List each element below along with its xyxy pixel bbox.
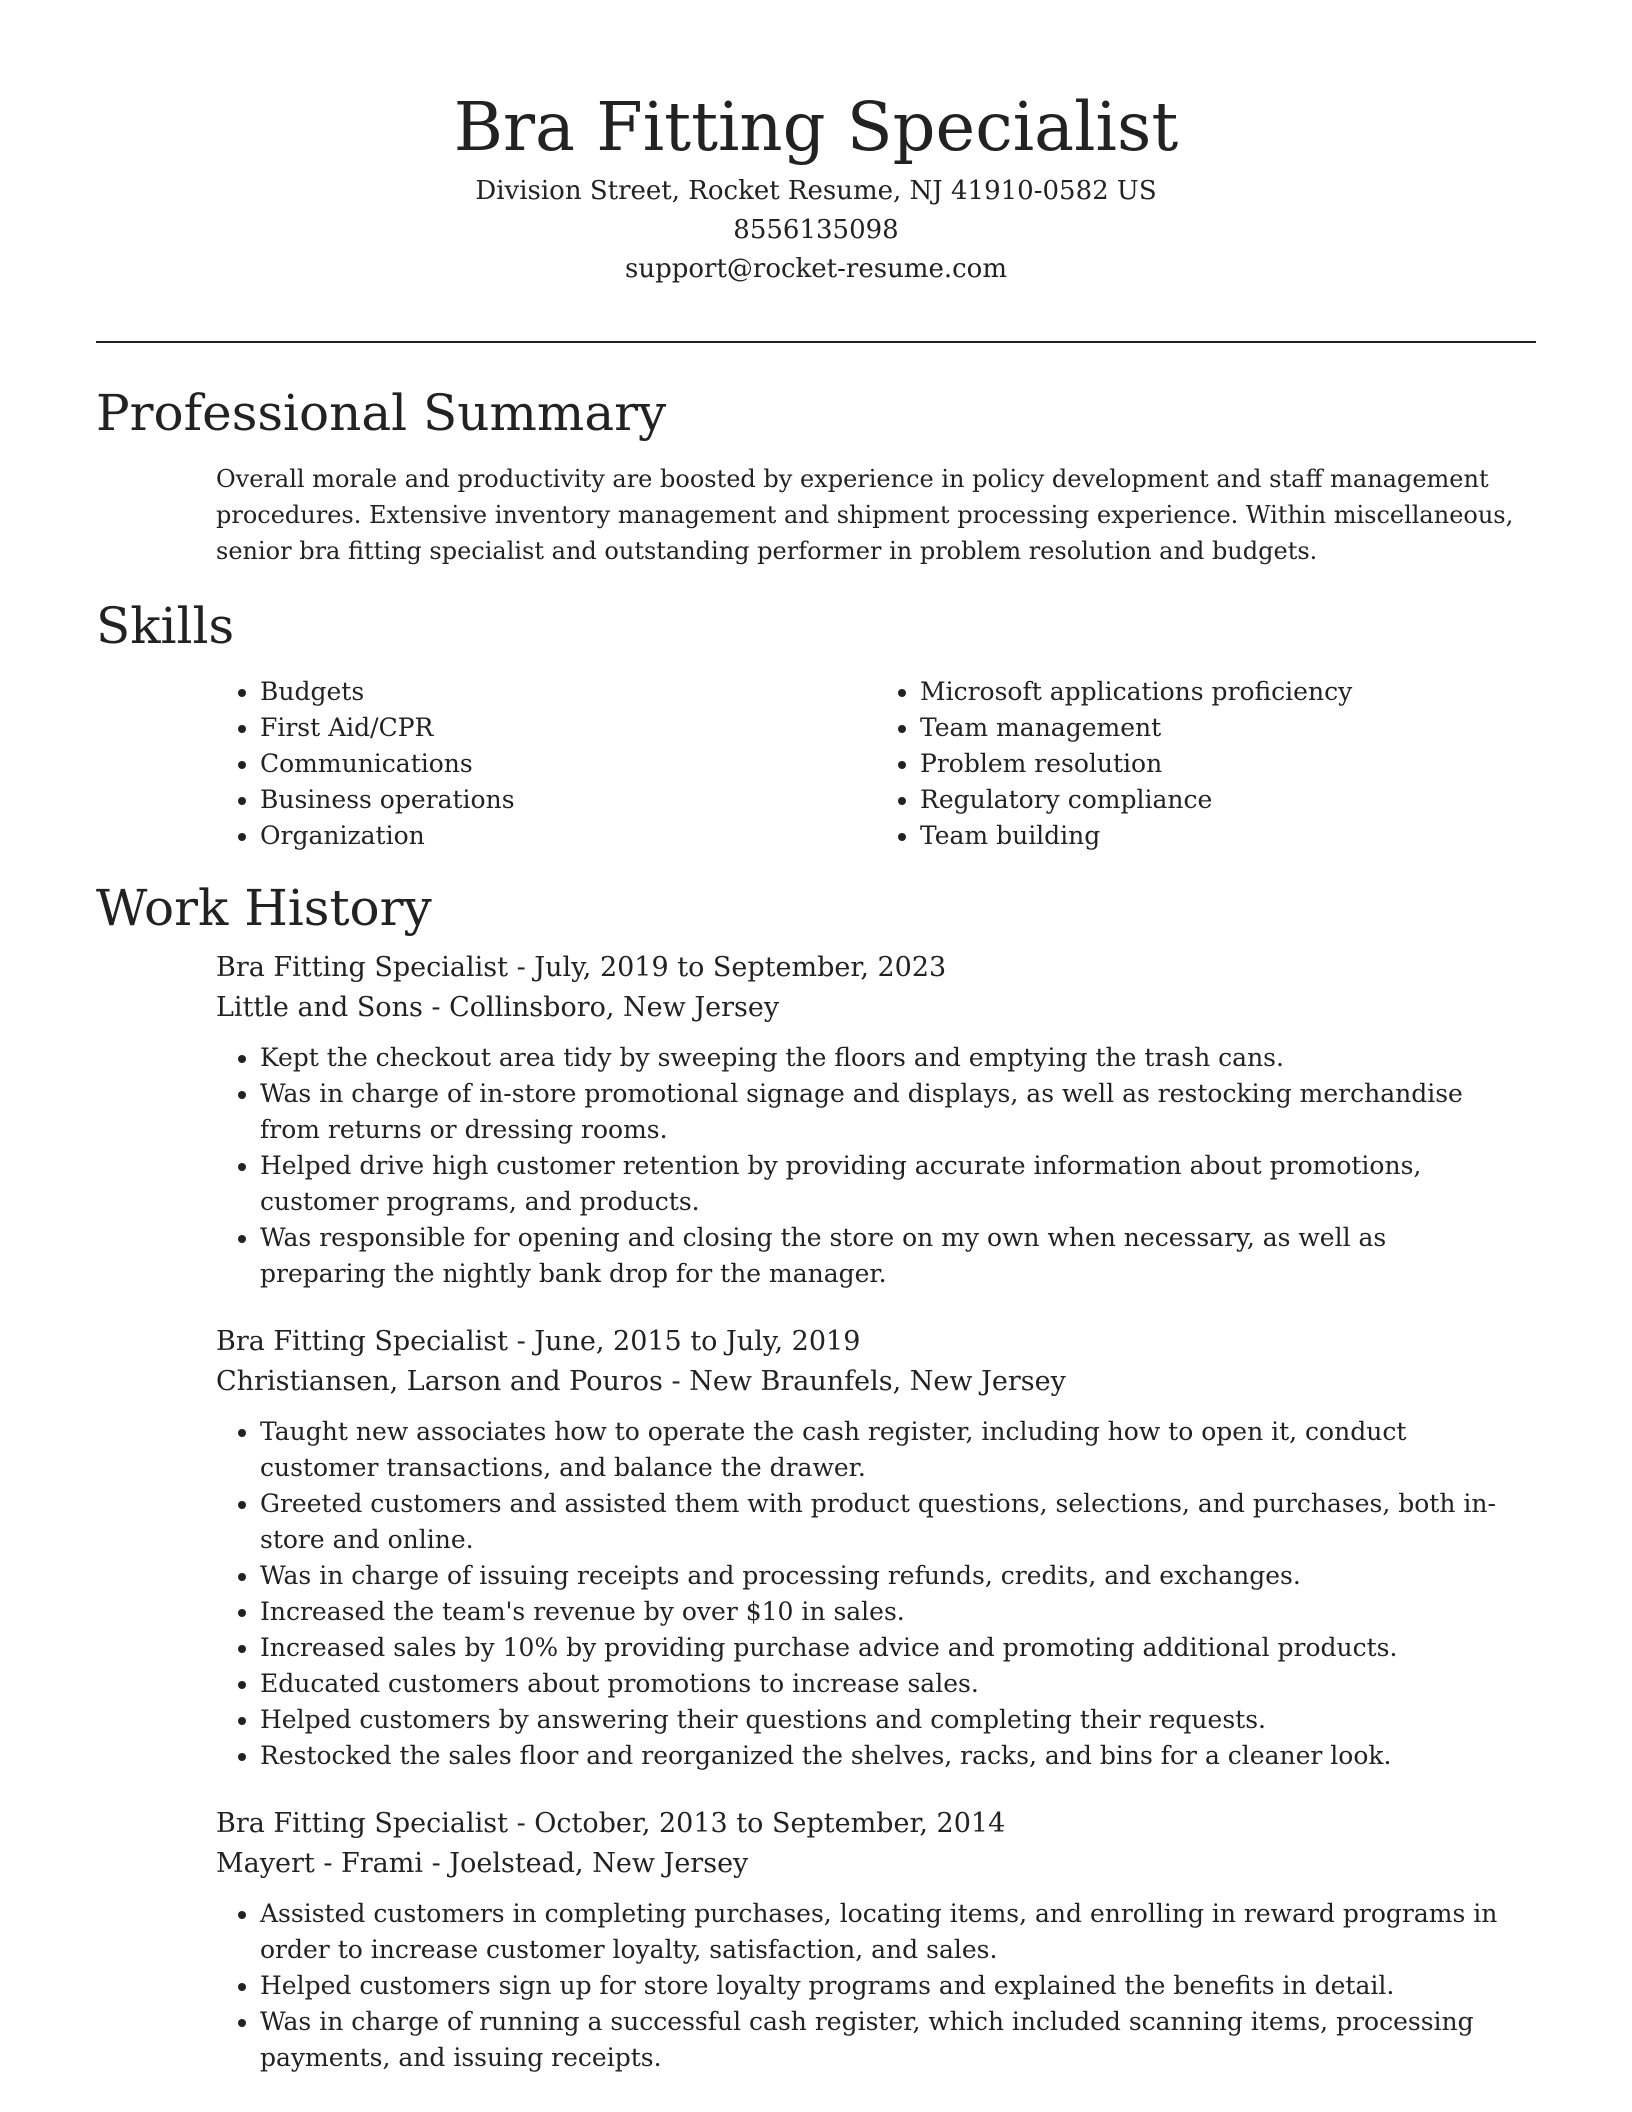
contact-phone: 8556135098 [733,215,899,245]
job-bullet-list [216,1414,1516,1774]
skill-item: • Problem resolution [920,746,1536,782]
job-bullet: • Was in charge of in-store promotional signage and displays, as well as restocking merchandise from returns or dressing rooms. [260,1076,1516,1148]
skill-item: • Team building [920,818,1536,854]
job-company: Christiansen, Larson and Pouros [216,1366,663,1397]
job-bullet: • Was in charge of issuing receipts and processing refunds, credits, and exchanges. [260,1558,1516,1594]
job-dates: - June, 2015 to July, 2019 [507,1326,861,1357]
summary-heading: Professional Summary [96,384,667,442]
job-company-line [216,988,1536,1028]
skills-section [96,594,1536,854]
job-bullet: • Increased the team's revenue by over $10 in sales. [260,1594,1516,1630]
job-bullet: • Assisted customers in completing purchases, locating items, and enrolling in reward programs in order to increase customer loyalty, satisfaction, and sales. [260,1896,1516,1968]
job-title: Bra Fitting Specialist [216,1326,508,1357]
skill-item: • First Aid/CPR [260,710,876,746]
work-history-heading: Work History [96,879,432,937]
skill-item: • Budgets [260,674,876,710]
job-company-line [216,1844,1536,1884]
job-bullet: • Was in charge of running a successful cash register, which included scanning items, processing payments, and issuing receipts. [260,2004,1516,2076]
job-entry [216,948,1536,1292]
job-company-line [216,1362,1536,1402]
job-title-line [216,1804,1536,1844]
job-location: - New Braunfels, New Jersey [662,1366,1066,1397]
header-divider [96,341,1536,343]
job-entry [216,1804,1536,2076]
skills-columns [216,674,1536,854]
job-bullet: • Greeted customers and assisted them with product questions, selections, and purchases, both in-store and online. [260,1486,1516,1558]
skill-item: • Microsoft applications proficiency [920,674,1536,710]
job-title-line [216,1322,1536,1362]
job-bullet: • Helped customers by answering their questions and completing their requests. [260,1702,1516,1738]
job-title: Bra Fitting Specialist [216,952,508,983]
skills-list-left [216,674,876,854]
summary-text: Overall morale and productivity are boosted by experience in policy development and staff management procedures. Extensive inventory management and shipment processing experience. Within miscellaneous, senior bra fitting specialist and outstanding performer in problem resolution and budgets. [216,465,1514,565]
job-bullet: • Increased sales by 10% by providing purchase advice and promoting additional products. [260,1630,1516,1666]
job-bullet-list [216,1896,1516,2076]
job-dates: - October, 2013 to September, 2014 [507,1808,1006,1839]
job-bullet: • Was responsible for opening and closing the store on my own when necessary, as well as preparing the nightly bank drop for the manager. [260,1220,1516,1292]
skill-item: • Team management [920,710,1536,746]
job-company: Little and Sons [216,992,423,1023]
job-location: - Collinsboro, New Jersey [422,992,780,1023]
job-bullet: • Taught new associates how to operate the cash register, including how to open it, conduct customer transactions, and balance the drawer. [260,1414,1516,1486]
job-entry [216,1322,1536,1774]
job-bullet: • Restocked the sales floor and reorganized the shelves, racks, and bins for a cleaner look. [260,1738,1516,1774]
job-bullet-list [216,1040,1516,1292]
skills-heading: Skills [96,597,235,655]
job-bullet: • Helped customers sign up for store loyalty programs and explained the benefits in detail. [260,1968,1516,2004]
job-dates: - July, 2019 to September, 2023 [507,952,947,983]
skill-item: • Business operations [260,782,876,818]
job-company: Mayert - Frami [216,1848,423,1879]
job-title: Bra Fitting Specialist [216,1808,508,1839]
job-bullet: • Kept the checkout area tidy by sweeping the floors and emptying the trash cans. [260,1040,1516,1076]
job-bullet: • Educated customers about promotions to increase sales. [260,1666,1516,1702]
skills-list-right [876,674,1536,854]
resume-header [0,0,1632,289]
job-bullet: • Helped drive high customer retention by providing accurate information about promotions, customer programs, and products. [260,1148,1516,1220]
job-title-line [216,948,1536,988]
resume-name: Bra Fitting Specialist [453,88,1179,166]
job-location: - Joelstead, New Jersey [423,1848,749,1879]
work-history-section [96,876,1536,2076]
summary-section [96,381,1536,569]
skill-item: • Regulatory compliance [920,782,1536,818]
contact-email: support@rocket-resume.com [624,254,1007,284]
skill-item: • Communications [260,746,876,782]
contact-address: Division Street, Rocket Resume, NJ 41910-0582 US [475,176,1157,206]
skill-item: • Organization [260,818,876,854]
